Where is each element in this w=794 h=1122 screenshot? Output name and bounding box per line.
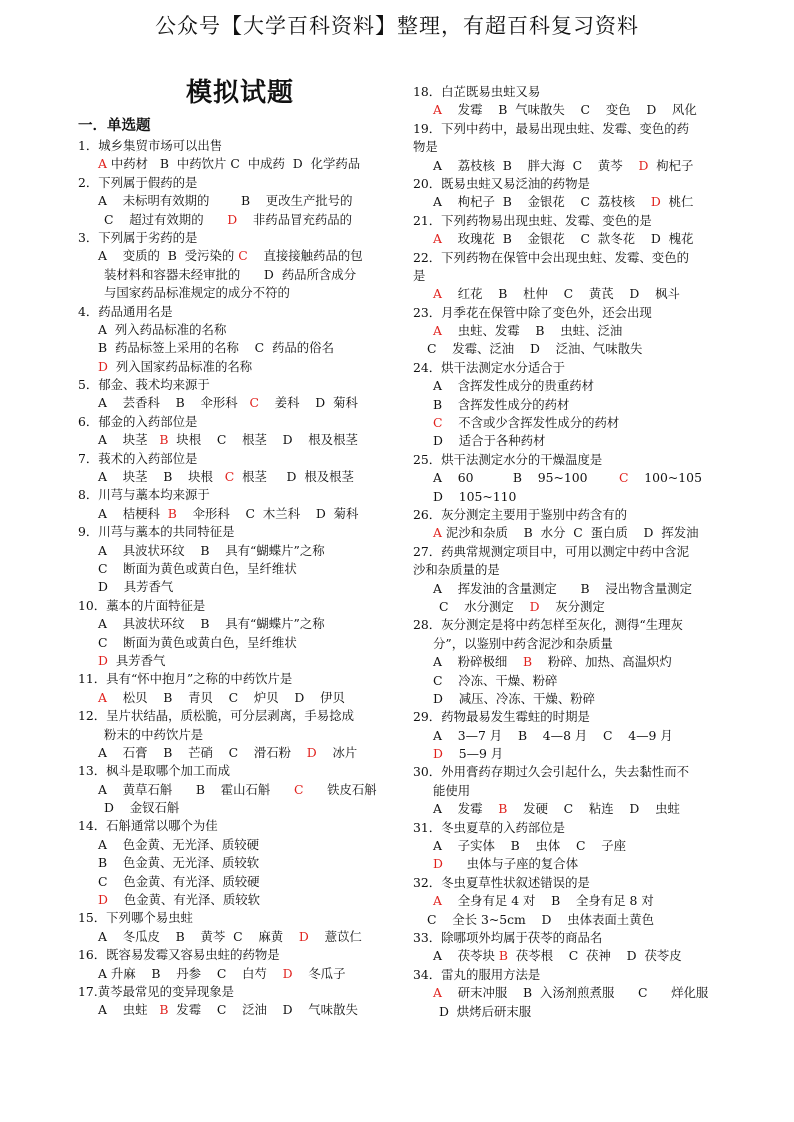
question-options: [78, 836, 408, 854]
question-options: [413, 855, 743, 873]
correct-answer-letter: B: [159, 1002, 169, 1018]
correct-answer-letter: A: [433, 985, 442, 1001]
correct-answer-letter: B: [498, 801, 508, 817]
correct-answer-letter: B: [498, 948, 508, 964]
option-text: C 发霉、泛油 D 泛油、气味散失: [427, 341, 643, 357]
option-text: A 变质的 B 受污染的: [98, 248, 239, 264]
question-options: [78, 321, 408, 339]
correct-answer-letter: D: [298, 928, 309, 944]
correct-answer-letter: A: [433, 893, 442, 909]
option-text: B 药品标签上采用的名称 C 药品的俗名: [98, 340, 334, 356]
question-options: [78, 1001, 408, 1019]
option-text: D 金钗石斛: [104, 800, 180, 816]
correct-answer-letter: D: [98, 892, 108, 908]
question-stem: 7．莪术的入药部位是: [78, 450, 198, 466]
question-options: [413, 947, 743, 965]
question-options: [78, 726, 408, 744]
question-options: [413, 488, 743, 506]
question-stem: 25．烘干法测定水分的干燥温度是: [413, 451, 603, 467]
option-text: 具芳香气: [107, 652, 166, 668]
option-text: 5—9 月: [442, 746, 504, 762]
question-stem: 31．冬虫夏草的入药部位是: [413, 819, 566, 835]
question-stem: 14．石斛通常以哪个为佳: [78, 818, 218, 834]
question-column-right: [413, 83, 743, 1021]
question-stem: 24．烘干法测定水分适合于: [413, 359, 566, 375]
option-text: A 含挥发性成分的贵重药材: [433, 378, 594, 394]
option-text: 冬瓜子: [292, 965, 346, 981]
option-text: 分”，以鉴别中药含泥沙和杂质量: [433, 635, 613, 651]
correct-answer-letter: B: [523, 654, 533, 670]
option-text: A 升麻 B 丹参 C 白芍: [98, 965, 283, 981]
question-options: [413, 782, 743, 800]
option-text: 发硬 C 粘连 D 虫蛀: [507, 801, 680, 817]
question-options: [413, 635, 743, 653]
question-options: [413, 340, 743, 358]
section-heading: 一．单选题: [78, 118, 151, 134]
question-stem: 是: [413, 267, 426, 283]
option-text: A 冬瓜皮 B 黄芩 C 麻黄: [98, 928, 299, 944]
correct-answer-letter: D: [433, 856, 443, 872]
question-stem: 16．既容易发霉又容易虫蛀的药物是: [78, 947, 280, 963]
option-text: 列入国家药品标准的名称: [107, 358, 253, 374]
question-options: [413, 230, 743, 248]
option-text: 发霉 B 气味散失 C 变色 D 风化: [441, 102, 697, 118]
question-stem: 34．雷丸的服用方法是: [413, 966, 541, 982]
question-options: [78, 799, 408, 817]
question-options: [413, 469, 743, 487]
correct-answer-letter: D: [306, 744, 317, 760]
question-options: [78, 965, 408, 983]
question-options: [78, 266, 408, 284]
option-text: D 减压、冷冻、干燥、粉碎: [433, 690, 595, 706]
question-stem: 1．城乡集贸市场可以出售: [78, 138, 223, 153]
option-text: A 块茎: [98, 432, 160, 448]
question-stem: 26．灰分测定主要用于鉴别中药含有的: [413, 506, 628, 522]
correct-answer-letter: D: [433, 746, 443, 762]
option-text: 直接接触药品的包: [247, 248, 363, 264]
question-stem: 27．药典常规测定项目中，可用以测定中药中含泥: [413, 543, 689, 559]
option-text: 块根 C 根茎 D 根及根茎: [168, 432, 358, 448]
option-text: 玫瑰花 B 金银花 C 款冬花 D 槐花: [441, 231, 694, 247]
question-options: [78, 468, 408, 486]
option-text: 非药品冒充药品的: [237, 211, 353, 227]
correct-answer-letter: B: [159, 432, 169, 448]
question-stem: 11．具有“怀中抱月”之称的中药饮片是: [78, 671, 293, 687]
correct-answer-letter: C: [293, 781, 304, 797]
option-text: 粉碎、加热、高温炽灼: [532, 654, 672, 670]
question-options: [78, 781, 408, 799]
question-options: [413, 1003, 743, 1021]
option-text: A 列入药品标准的名称: [98, 321, 227, 337]
question-options: [413, 892, 743, 910]
question-options: [78, 652, 408, 670]
correct-answer-letter: A: [98, 689, 107, 705]
option-text: 粉末的中药饮片是: [104, 726, 204, 742]
question-options: [78, 634, 408, 652]
option-text: D 烘烤后研末服: [439, 1003, 532, 1019]
document-title: 模拟试题: [185, 78, 294, 108]
option-text: 松贝 B 青贝 C 炉贝 D 伊贝: [106, 689, 345, 705]
option-text: A 60 B 95~100: [433, 470, 620, 486]
option-text: 姜科 D 菊科: [258, 395, 358, 411]
option-text: 色金黄、有光泽、质较软: [107, 892, 260, 908]
question-options: [78, 155, 408, 173]
correct-answer-letter: D: [282, 965, 293, 981]
option-text: A 块茎 B 块根: [98, 469, 225, 485]
question-stem: 33．除哪项外均属于茯苓的商品名: [413, 929, 603, 945]
question-options: [78, 615, 408, 633]
option-text: A 茯苓块: [433, 948, 499, 964]
option-text: A 挥发油的含量测定 B 浸出物含量测定: [433, 580, 693, 596]
question-options: [78, 339, 408, 357]
correct-answer-letter: A: [433, 286, 442, 302]
option-text: 冰片: [316, 744, 358, 760]
option-text: 薏苡仁: [308, 928, 362, 944]
question-options: [413, 672, 743, 690]
question-column-left: [78, 137, 408, 1020]
question-stem: 3．下列属于劣药的是: [78, 229, 198, 245]
question-options: [413, 322, 743, 340]
option-text: C 水分测定: [439, 598, 530, 614]
option-text: 灰分测定: [539, 598, 605, 614]
option-text: A 黄草石斛 B 霍山石斛: [98, 781, 294, 797]
correct-answer-letter: A: [98, 156, 107, 172]
question-stem: 13．枫斗是取哪个加工而成: [78, 763, 231, 779]
option-text: C 全长 3~5cm D 虫体表面土黄色: [427, 911, 654, 927]
option-text: 泥沙和杂质 B 水分 C 蛋白质 D 挥发油: [441, 525, 699, 541]
option-text: 全身有足 4 对 B 全身有足 8 对: [441, 893, 654, 909]
question-stem: 2．下列属于假药的是: [78, 174, 198, 190]
question-options: [78, 560, 408, 578]
question-options: [78, 689, 408, 707]
question-options: [413, 157, 743, 175]
question-options: [413, 285, 743, 303]
correct-answer-letter: D: [638, 157, 649, 173]
option-text: 与国家药品标准规定的成分不符的: [104, 285, 290, 301]
correct-answer-letter: A: [433, 525, 442, 541]
question-options: [413, 984, 743, 1002]
question-options: [413, 377, 743, 395]
question-options: [78, 928, 408, 946]
question-stem: 17.黄芩最常见的变异现象是: [78, 983, 235, 999]
question-options: [413, 524, 743, 542]
option-text: A 子实体 B 虫体 C 子座: [433, 838, 627, 854]
correct-answer-letter: C: [433, 415, 443, 431]
correct-answer-letter: D: [529, 598, 540, 614]
option-text: A 色金黄、无光泽、质较硬: [98, 836, 259, 852]
question-stem: 6．郁金的入药部位是: [78, 413, 198, 429]
question-options: [78, 358, 408, 376]
option-text: 发霉 C 泛油 D 气味散失: [168, 1002, 358, 1018]
option-text: C 断面为黄色或黄白色，呈纤维状: [98, 634, 297, 650]
question-stem: 4．药品通用名是: [78, 303, 173, 319]
correct-answer-letter: C: [224, 469, 235, 485]
option-text: A 粉碎极细: [433, 654, 524, 670]
option-text: A 发霉: [433, 801, 499, 817]
question-options: [78, 505, 408, 523]
page-header-watermark: 公众号【大学百科资料】整理，有超百科复习资料: [155, 14, 639, 38]
correct-answer-letter: B: [167, 505, 177, 521]
question-options: [78, 891, 408, 909]
option-text: A 具波状环纹 B 具有“蝴蝶片”之称: [98, 542, 325, 558]
correct-answer-letter: D: [227, 211, 238, 227]
option-text: 茯苓根 C 茯神 D 茯苓皮: [507, 948, 682, 964]
option-text: A 未标明有效期的 B 更改生产批号的: [98, 193, 353, 209]
question-options: [78, 854, 408, 872]
option-text: B 含挥发性成分的药材: [433, 396, 570, 412]
option-text: D 适合于各种药材: [433, 433, 546, 449]
option-text: 根茎 D 根及根茎: [234, 469, 354, 485]
option-text: 能使用: [433, 782, 471, 798]
option-text: C 断面为黄色或黄白色，呈纤维状: [98, 560, 297, 576]
option-text: 不含或少含挥发性成分的药材: [442, 415, 620, 431]
question-options: [78, 431, 408, 449]
question-options: [413, 432, 743, 450]
option-text: 虫蛀、发霉 B 虫蛀、泛油: [441, 323, 623, 339]
correct-answer-letter: C: [238, 248, 248, 264]
question-stem: 15．下列哪个易虫蛀: [78, 910, 193, 926]
question-stem: 5．郁金、莪术均来源于: [78, 377, 210, 393]
option-text: 100~105: [628, 470, 702, 486]
question-options: [413, 101, 743, 119]
option-text: A 芸香科 B 伞形科: [98, 395, 250, 411]
question-options: [78, 873, 408, 891]
option-text: A 具波状环纹 B 具有“蝴蝶片”之称: [98, 616, 325, 632]
question-stem: 28．灰分测定是将中药怎样至灰化，测得“生理灰: [413, 617, 683, 633]
question-stem: 32．冬虫夏草性状叙述错误的是: [413, 874, 590, 890]
option-text: A 虫蛀: [98, 1002, 160, 1018]
question-options: [413, 193, 743, 211]
question-stem: 19．下列中药中，最易出现虫蛀、发霉、变色的药: [413, 120, 689, 136]
question-stem: 12．呈片状结晶，质松脆，可分层剥离，手易捻成: [78, 708, 354, 724]
question-options: [413, 837, 743, 855]
option-text: 铁皮石斛: [303, 781, 377, 797]
question-stem: 18．白芷既易虫蛀又易: [413, 84, 541, 99]
correct-answer-letter: A: [433, 323, 442, 339]
option-text: 伞形科 C 木兰科 D 菊科: [176, 505, 359, 521]
option-text: A 3—7 月 B 4—8 月 C 4—9 月: [433, 727, 673, 743]
question-stem: 30．外用膏药存期过久会引起什么，失去黏性而不: [413, 764, 689, 780]
question-stem: 物是: [413, 139, 438, 155]
option-text: A 桔梗科: [98, 505, 168, 521]
option-text: 虫体与子座的复合体: [442, 856, 579, 872]
question-options: [413, 396, 743, 414]
option-text: 红花 B 杜仲 C 黄芪 D 枫斗: [441, 286, 680, 302]
question-options: [413, 745, 743, 763]
question-stem: 9．川芎与藁本的共同特征是: [78, 524, 235, 540]
question-options: [413, 414, 743, 432]
question-options: [78, 192, 408, 210]
question-options: [413, 911, 743, 929]
question-options: [78, 542, 408, 560]
option-text: 中药材 B 中药饮片 C 中成药 D 化学药品: [106, 156, 361, 172]
correct-answer-letter: A: [433, 102, 442, 118]
option-text: D 具芳香气: [98, 579, 174, 595]
correct-answer-letter: C: [619, 470, 629, 486]
option-text: C 超过有效期的: [104, 211, 228, 227]
option-text: A 石膏 B 芒硝 C 滑石粉: [98, 744, 307, 760]
question-stem: 22．下列药物在保管中会出现虫蛀、发霉、变色的: [413, 249, 689, 265]
correct-answer-letter: C: [249, 395, 259, 411]
question-stem: 沙和杂质量的是: [413, 562, 500, 578]
question-options: [78, 211, 408, 229]
question-options: [413, 580, 743, 598]
option-text: C 色金黄、有光泽、质较硬: [98, 873, 260, 889]
option-text: D 105~110: [433, 488, 517, 504]
question-options: [78, 578, 408, 596]
question-options: [413, 598, 743, 616]
question-options: [78, 394, 408, 412]
option-text: A 荔枝核 B 胖大海 C 黄芩: [433, 157, 639, 173]
question-stem: 21．下列药物易出现虫蛀、发霉、变色的是: [413, 212, 652, 228]
question-stem: 8．川芎与藁本均来源于: [78, 487, 210, 503]
option-text: 桃仁: [660, 194, 694, 210]
option-text: B 色金黄、无光泽、质较软: [98, 855, 260, 871]
question-options: [413, 690, 743, 708]
question-stem: 23．月季花在保管中除了变色外，还会出现: [413, 304, 652, 320]
question-options: [413, 653, 743, 671]
option-text: C 冷冻、干燥、粉碎: [433, 672, 558, 688]
question-options: [413, 727, 743, 745]
option-text: A 枸杞子 B 金银花 C 荔枝核: [433, 194, 651, 210]
correct-answer-letter: D: [98, 358, 108, 374]
question-options: [78, 744, 408, 762]
option-text: 研末冲服 B 入汤剂煎煮服 C 烊化服: [441, 985, 709, 1001]
question-stem: 29．药物最易发生霉蛀的时期是: [413, 709, 590, 725]
option-text: 枸杞子: [648, 157, 694, 173]
option-text: 装材料和容器未经审批的 D 药品所含成分: [104, 266, 357, 282]
question-options: [413, 800, 743, 818]
correct-answer-letter: D: [650, 194, 661, 210]
question-options: [78, 284, 408, 302]
correct-answer-letter: A: [433, 231, 442, 247]
correct-answer-letter: D: [98, 652, 108, 668]
question-stem: 20．既易虫蛀又易泛油的药物是: [413, 175, 590, 191]
question-stem: 10．藁本的片面特征是: [78, 597, 206, 613]
question-options: [78, 247, 408, 265]
